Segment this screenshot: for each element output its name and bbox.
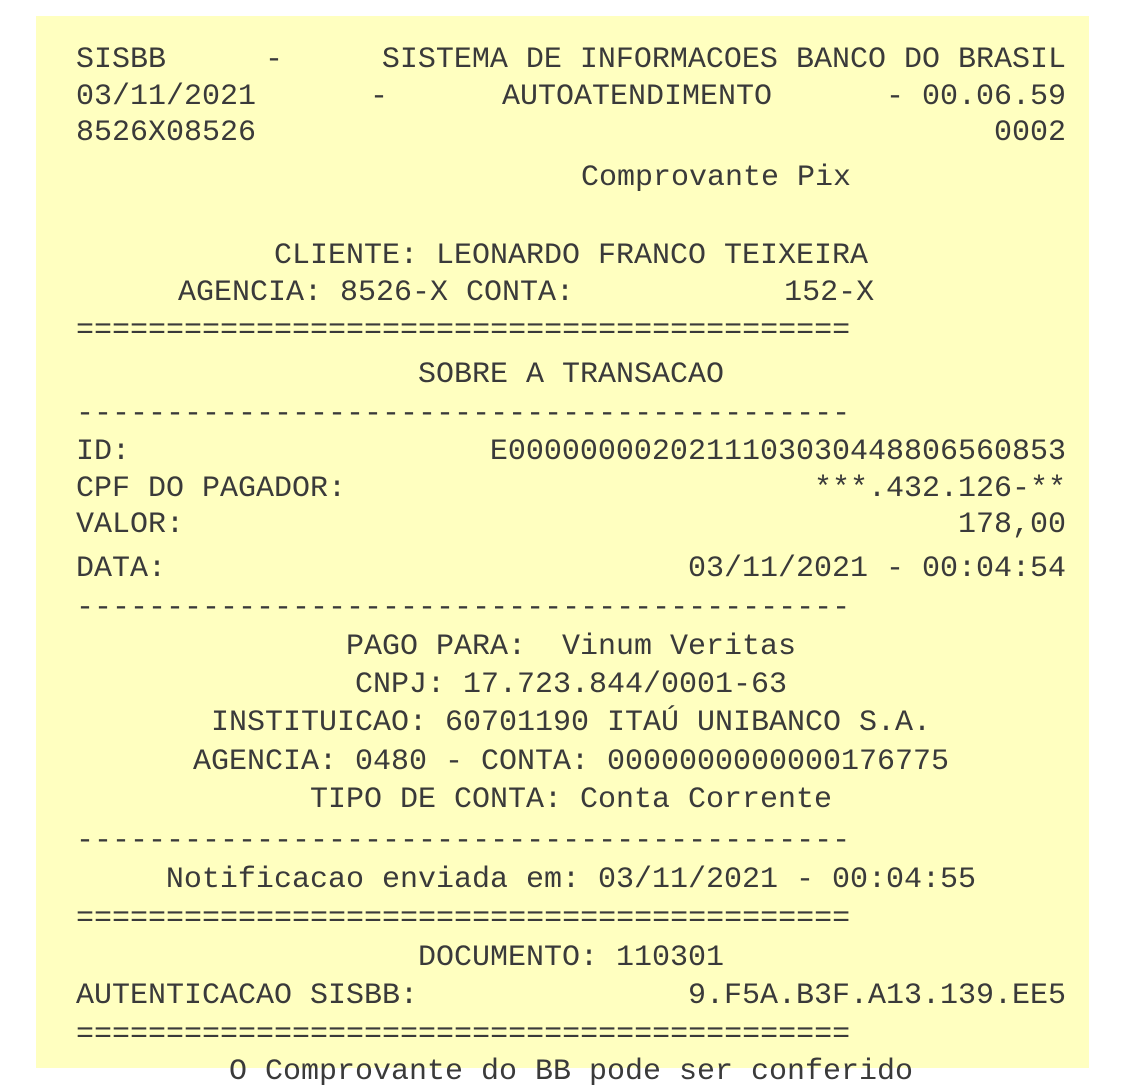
header-date: 03/11/2021 [76,79,257,114]
header-terminal-line [76,115,1066,152]
payer-cpf-value: ***.432.126-** [813,471,1066,506]
amount-row [76,507,1066,544]
double-rule: =========================================== [76,902,851,936]
document-number: DOCUMENTO: 110301 [417,941,725,975]
client-name: CLIENTE: LEONARDO FRANCO TEIXEIRA [273,239,869,273]
sequence-number: 0002 [993,116,1066,151]
transaction-date-label: DATA: [76,552,167,586]
double-rule: =========================================== [76,314,851,348]
payee-account-type: TIPO DE CONTA: Conta Corrente [309,783,833,817]
single-rule: ------------------------------------------- [76,824,851,858]
single-rule: ------------------------------------------- [76,591,851,625]
channel-name: AUTOATENDIMENTO [501,79,772,114]
client-agency: AGENCIA: 8526-X CONTA: [178,276,575,310]
authentication-label: AUTENTICACAO SISBB: [76,979,419,1013]
transaction-id-label: ID: [76,435,131,469]
payee-institution: INSTITUICAO: 60701190 ITAÚ UNIBANCO S.A. [210,706,932,740]
header-time: - 00.06.59 [885,79,1066,114]
header-date-line [76,79,1066,116]
transaction-id-row [76,434,1066,471]
double-rule: =========================================== [76,1018,851,1052]
system-separator: - [264,43,283,77]
transaction-id-value: E0000000020211103030448806560853 [489,435,1066,469]
transaction-date-row [76,551,1066,588]
authentication-value: 9.F5A.B3F.A13.139.EE5 [687,979,1066,1013]
pix-receipt [36,16,1089,1089]
client-agency-line [76,275,1066,312]
amount-label: VALOR: [76,508,185,542]
header-system-line [76,42,1066,79]
authentication-row [76,978,1066,1015]
header-date-separator: - [369,79,388,114]
amount-value: 178,00 [957,508,1066,542]
client-account: 152-X [784,276,875,310]
payer-cpf-row [76,471,1066,508]
single-rule: ------------------------------------------- [76,397,851,431]
notification-line: Notificacao enviada em: 03/11/2021 - 00:04:55 [165,863,977,897]
payee-agency-account: AGENCIA: 0480 - CONTA: 0000000000000176775 [192,745,950,779]
terminal-id: 8526X08526 [76,116,257,151]
system-code: SISBB [76,43,167,77]
transaction-section-title: SOBRE A TRANSACAO [417,358,725,392]
transaction-date-value: 03/11/2021 - 00:04:54 [687,552,1066,586]
payee-name: PAGO PARA: Vinum Veritas [345,630,797,664]
payee-cnpj: CNPJ: 17.723.844/0001-63 [354,668,788,702]
document-title: Comprovante Pix [581,161,852,195]
payer-cpf-label: CPF DO PAGADOR: [76,471,347,506]
system-name: SISTEMA DE INFORMACOES BANCO DO BRASIL [381,43,1066,77]
footer-partial-line: O Comprovante do BB pode ser conferido [228,1055,914,1089]
